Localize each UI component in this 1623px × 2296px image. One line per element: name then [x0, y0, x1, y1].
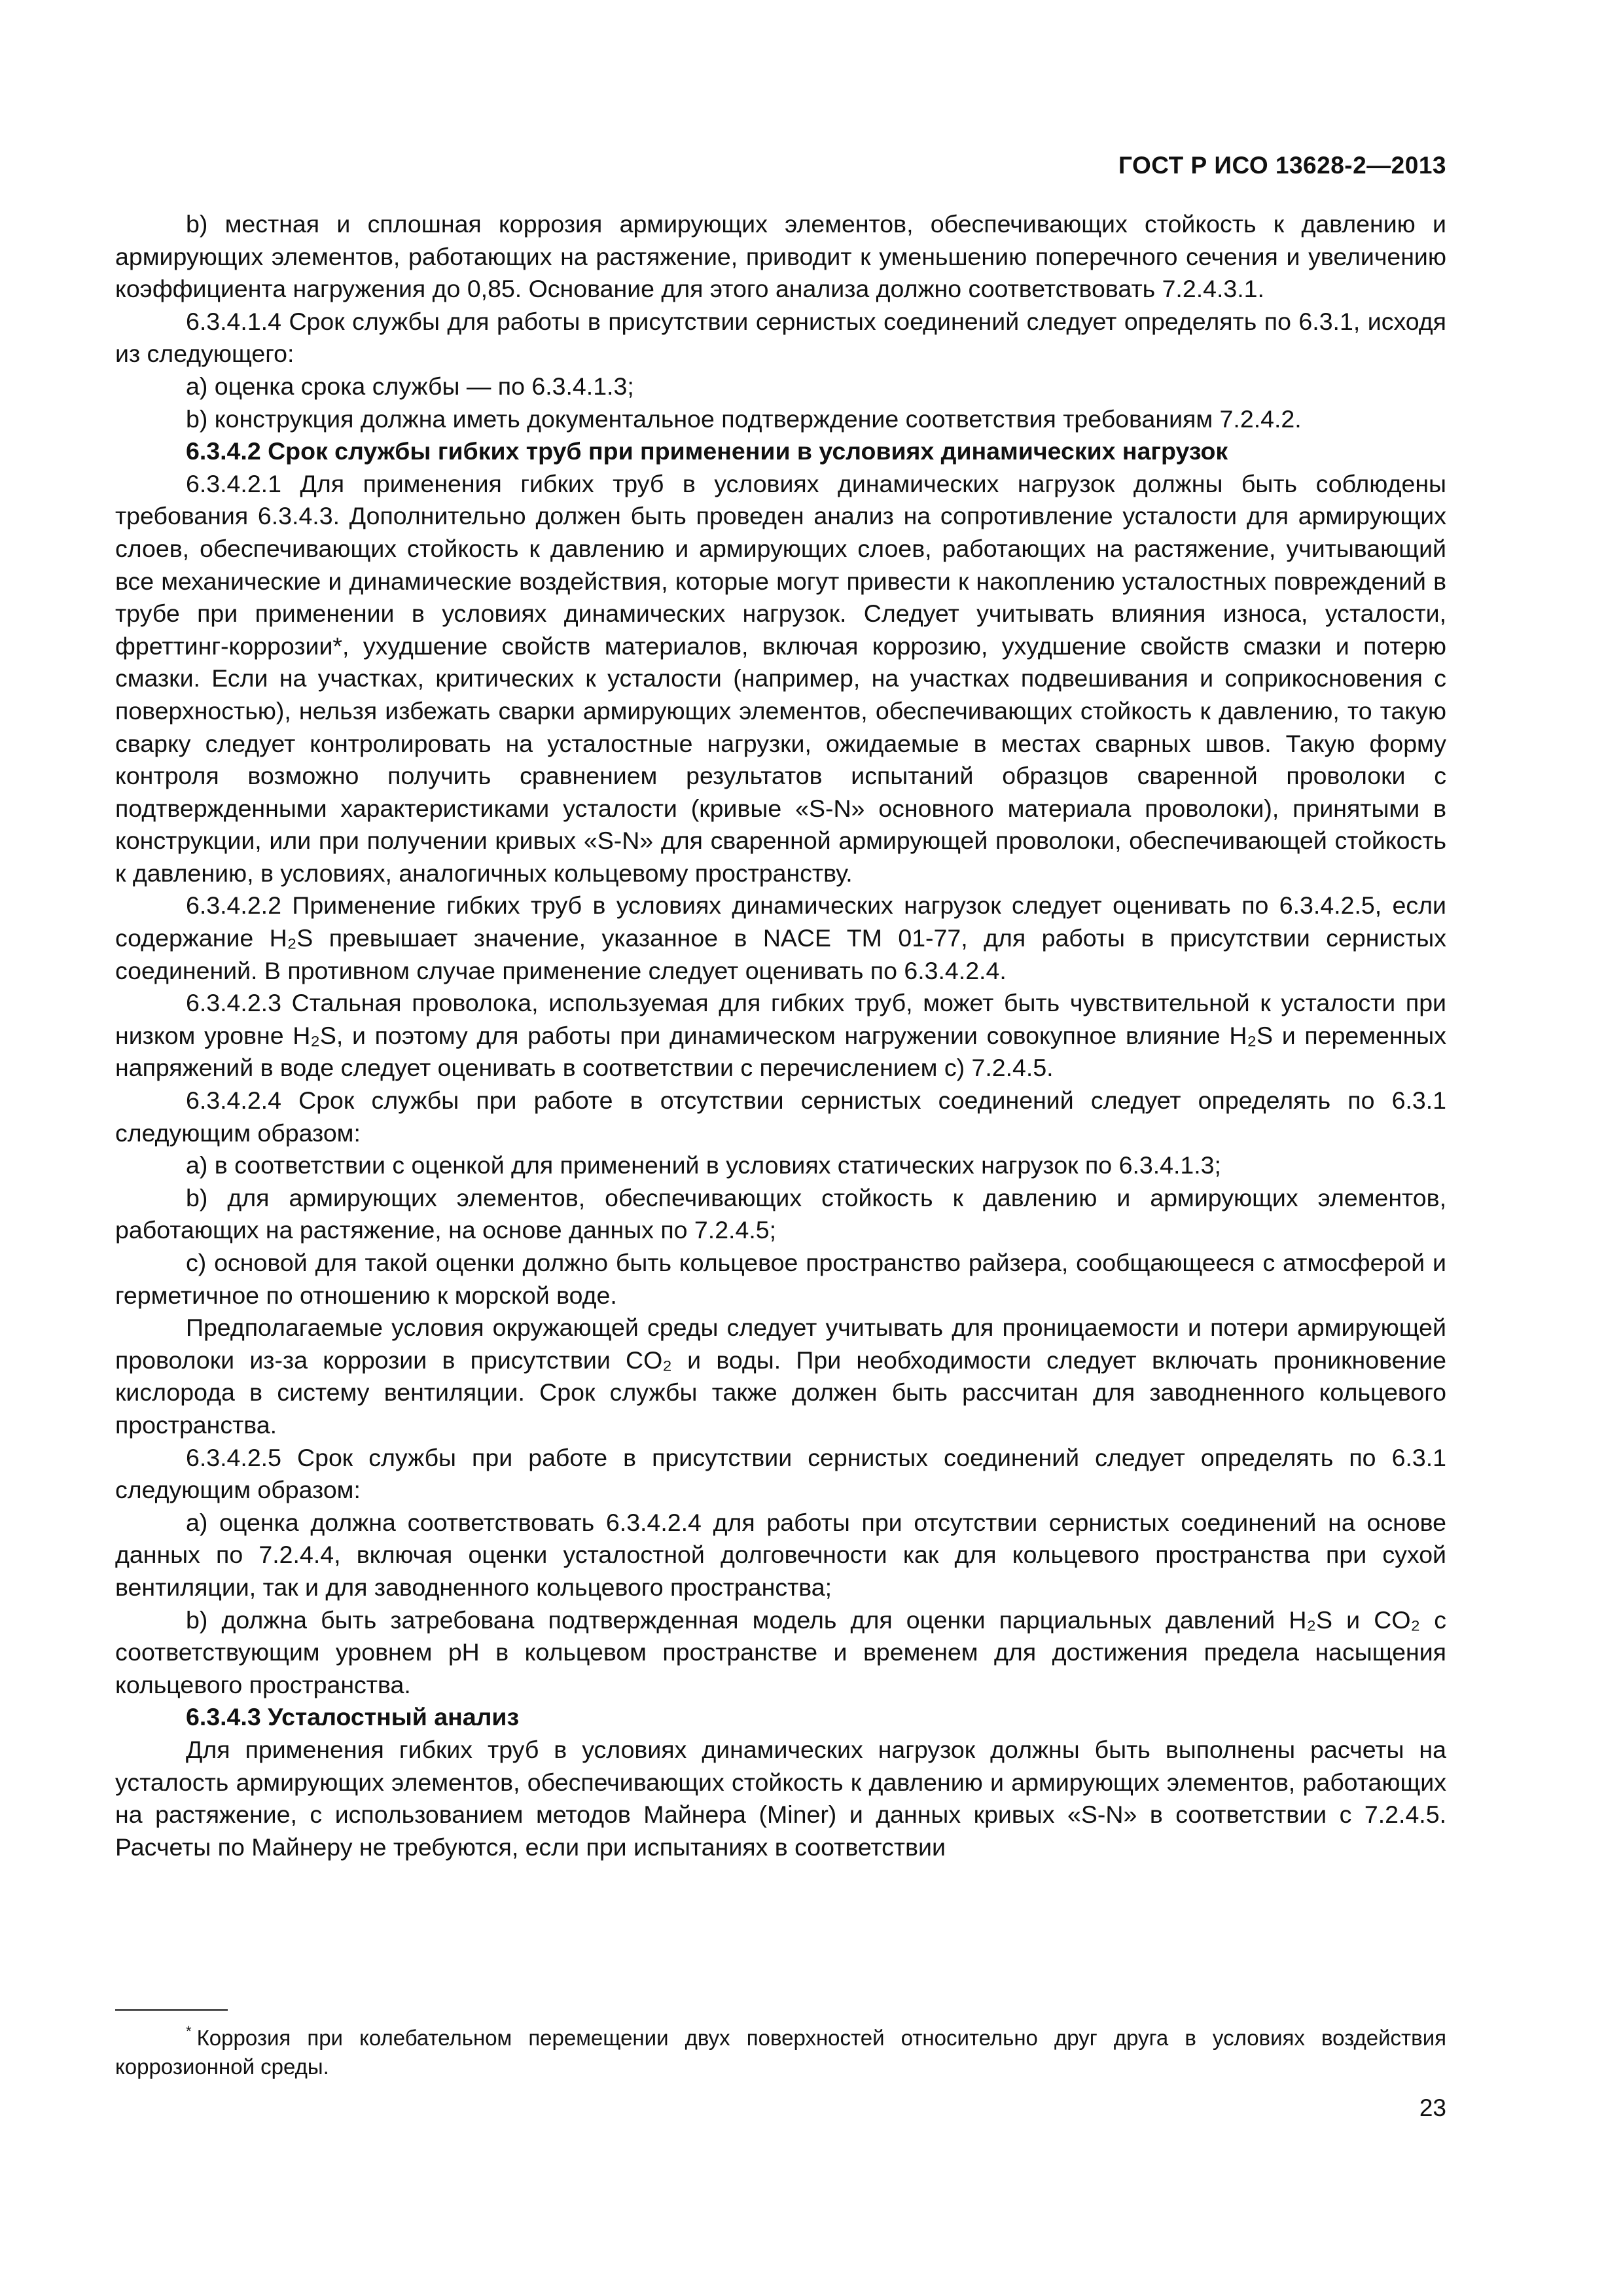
- paragraph: b) конструкция должна иметь документальное подтверждение соответствия требованиям 7.2.4.2.: [186, 404, 1302, 433]
- paragraph: 6.3.4.2.1 Для применения гибких труб в условиях динамических нагрузок должны быть соблюдены требования 6.3.4.3. Дополнительно должен быть проведен анализ на сопротивление усталости для армирующих слоев, обеспечивающих стойкость к давлению и армирующих слоев, работающих на растяжение, учитывающий все механические и динамические воздействия, которые могут привести к накоплению усталостных повреждений в трубе при применении в условиях динамических нагрузок. Следует учитывать влияния износа, усталости, фреттинг-коррозии*, ухудшение свойств материалов, включая коррозию, ухудшение свойств смазки и потерю смазки. Если на участках, критических к усталости (например, на участках подвешивания и соприкосновения с поверхностью), нельзя избежать сварки армирующих элементов, обеспечивающих стойкость к давлению, то такую сварку следует контролировать на усталостные нагрузки, ожидаемые в местах сварных швов. Такую форму контроля возможно получить сравнением результатов испытаний образцов сваренной проволоки с подтвержденными характеристиками усталости (кривые «S-N» основного материала проволоки), принятыми в конструкции, или при получении кривых «S-N» для сваренной армирующей проволоки, обеспечивающей стойкость к давлению, в условиях, аналогичных кольцевому пространству.: [115, 469, 1446, 887]
- footnote: [115, 2017, 1446, 2081]
- paragraph: Предполагаемые условия окружающей среды следует учитывать для проницаемости и потери армирующей проволоки из-за коррозии в присутствии CO₂ и воды. При необходимости следует включать проникновение кислорода в систему вентиляции. Срок службы также должен быть рассчитан для заводненного кольцевого пространства.: [115, 1314, 1446, 1439]
- paragraph: 6.3.4.2.3 Стальная проволока, используемая для гибких труб, может быть чувствительной к усталости при низком уровне H₂S, и поэтому для работы при динамическом нагружении совокупное влияние H₂S и переменных напряжений в воде следует оценивать в соответствии с перечислением с) 7.2.4.5.: [115, 989, 1446, 1082]
- paragraph: 6.3.4.2.4 Срок службы при работе в отсутствии сернистых соединений следует определять по 6.3.1 следующим образом:: [115, 1086, 1446, 1147]
- page-number: 23: [1419, 2094, 1446, 2121]
- paragraph: 6.3.4.2.2 Применение гибких труб в условиях динамических нагрузок следует оценивать по 6.3.4.2.5, если содержание H₂S превышает значение, указанное в NACE TM 01-77, для работы в присутствии сернистых соединений. В противном случае применение следует оценивать по 6.3.4.2.4.: [115, 891, 1446, 984]
- paragraph: 6.3.4.2.5 Срок службы при работе в присутствии сернистых соединений следует определять по 6.3.1 следующим образом:: [115, 1443, 1446, 1504]
- paragraph: a) оценка должна соответствовать 6.3.4.2.4 для работы при отсутствии сернистых соединений на основе данных по 7.2.4.4, включая оценки усталостной долговечности как для кольцевого пространства при сухой вентиляции, так и для заводненного кольцевого пространства;: [115, 1508, 1446, 1601]
- paragraph: b) должна быть затребована подтвержденная модель для оценки парциальных давлений H₂S и CO₂ с соответствующим уровнем pH в кольцевом пространстве и временем для достижения предела насыщения кольцевого пространства.: [115, 1605, 1446, 1698]
- paragraph: a) в соответствии с оценкой для применений в условиях статических нагрузок по 6.3.4.1.3;: [186, 1151, 1221, 1179]
- paragraph: Для применения гибких труб в условиях динамических нагрузок должны быть выполнены расчеты на усталость армирующих элементов, обеспечивающих стойкость к давлению и армирующих элементов, работающих на растяжение, с использованием методов Майнера (Miner) и данных кривых «S-N» в соответствии с 7.2.4.5. Расчеты по Майнеру не требуются, если при испытаниях в соответствии: [115, 1735, 1446, 1861]
- document-header: ГОСТ Р ИСО 13628-2—2013: [1118, 152, 1446, 179]
- paragraph: a) оценка срока службы — по 6.3.4.1.3;: [186, 372, 634, 400]
- main-text: [115, 208, 1446, 1863]
- paragraph: b) для армирующих элементов, обеспечивающих стойкость к давлению и армирующих элементов, работающих на растяжение, на основе данных по 7.2.4.5;: [115, 1183, 1446, 1244]
- footnote-mark: *: [186, 2023, 192, 2039]
- paragraph: 6.3.4.1.4 Срок службы для работы в присутствии сернистых соединений следует определять по 6.3.1, исходя из следующего:: [115, 307, 1446, 368]
- section-heading: 6.3.4.3 Усталостный анализ: [186, 1703, 520, 1731]
- section-heading: 6.3.4.2 Срок службы гибких труб при применении в условиях динамических нагрузок: [186, 437, 1228, 465]
- footnote-text: Коррозия при колебательном перемещении двух поверхностей относительно друг друга в условиях воздействия коррозионной среды.: [115, 2026, 1446, 2079]
- footnote-separator: [115, 2009, 228, 2011]
- paragraph: c) основой для такой оценки должно быть кольцевое пространство райзера, сообщающееся с атмосферой и герметичное по отношению к морской воде.: [115, 1249, 1446, 1309]
- paragraph: b) местная и сплошная коррозия армирующих элементов, обеспечивающих стойкость к давлению и армирующих элементов, работающих на растяжение, приводит к уменьшению поперечного сечения и увеличению коэффициента нагружения до 0,85. Основание для этого анализа должно соответствовать 7.2.4.3.1.: [115, 210, 1446, 303]
